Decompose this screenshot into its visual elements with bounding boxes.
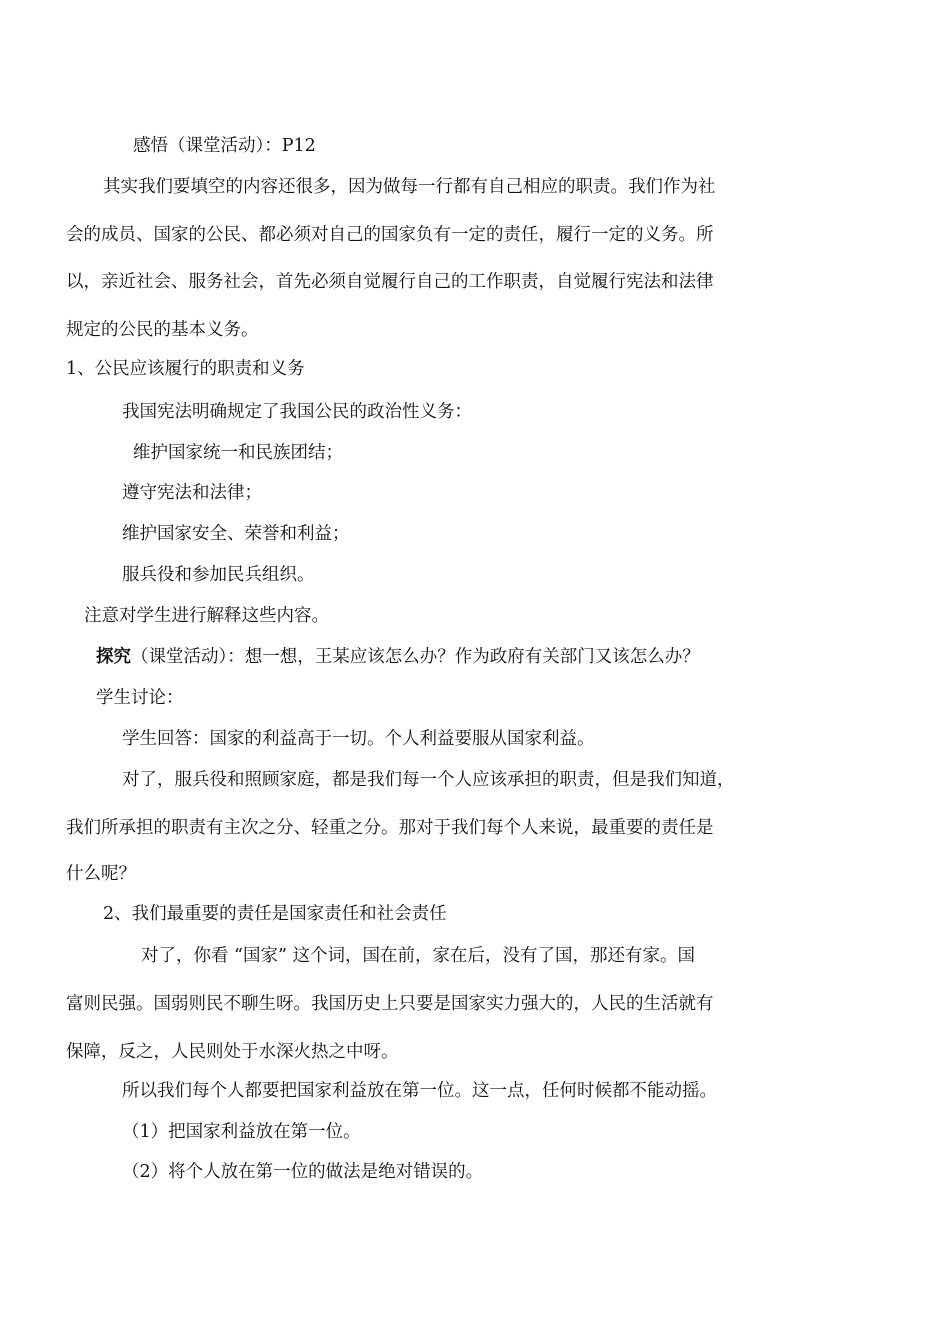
point-item: （2）将个人放在第一位的做法是绝对错误的。 [122, 1162, 484, 1182]
tanjiu-text: （课堂活动）：想一想，王某应该怎么办？作为政府有关部门又该怎么办？ [131, 647, 700, 667]
discussion-label: 学生讨论： [96, 688, 184, 708]
para3-line-1: 对了，你看 “国家” 这个词，国在前，家在后，没有了国，那还有家。国 [141, 946, 696, 966]
para2-line-1: 对了，服兵役和照顾家庭，都是我们每一个人应该承担的职责，但是我们知道， [122, 770, 735, 790]
para1-line-3: 以，亲近社会、服务社会，首先必须自觉履行自己的工作职责，自觉履行宪法和法律 [66, 272, 714, 292]
para1-line-1: 其实我们要填空的内容还很多，因为做每一行都有自己相应的职责。我们作为社 [103, 177, 716, 197]
duty-item: 服兵役和参加民兵组织。 [122, 565, 315, 585]
teacher-note: 注意对学生进行解释这些内容。 [84, 606, 329, 626]
para3-line-3: 保障，反之，人民则处于水深火热之中呀。 [66, 1042, 399, 1062]
tanjiu-label: 探究 [96, 647, 131, 667]
point-item: （1）把国家利益放在第一位。 [122, 1122, 361, 1142]
para2-line-2: 我们所承担的职责有主次之分、轻重之分。那对于我们每个人来说，最重要的责任是 [66, 818, 714, 838]
tanjiu-line [96, 645, 700, 669]
para3-line-2: 富则民强。国弱则民不聊生呀。我国历史上只要是国家实力强大的，人民的生活就有 [66, 994, 714, 1014]
para2-line-3: 什么呢？ [66, 864, 136, 884]
para4: 所以我们每个人都要把国家利益放在第一位。这一点，任何时候都不能动摇。 [122, 1081, 717, 1101]
ganwu-heading: 感悟（课堂活动）：P12 [133, 136, 316, 156]
duty-item: 维护国家统一和民族团结； [133, 443, 343, 463]
section1-title: 1、公民应该履行的职责和义务 [66, 359, 305, 379]
para1-line-2: 会的成员、国家的公民、都必须对自己的国家负有一定的责任，履行一定的义务。所 [66, 225, 714, 245]
duty-item: 遵守宪法和法律； [122, 483, 262, 503]
student-answer: 学生回答：国家的利益高于一切。个人利益要服从国家利益。 [122, 729, 595, 749]
para1-line-4: 规定的公民的基本义务。 [66, 320, 259, 340]
duty-item: 维护国家安全、荣誉和利益； [122, 524, 350, 544]
section1-intro: 我国宪法明确规定了我国公民的政治性义务： [122, 402, 472, 422]
section2-title: 2、我们最重要的责任是国家责任和社会责任 [103, 904, 447, 924]
